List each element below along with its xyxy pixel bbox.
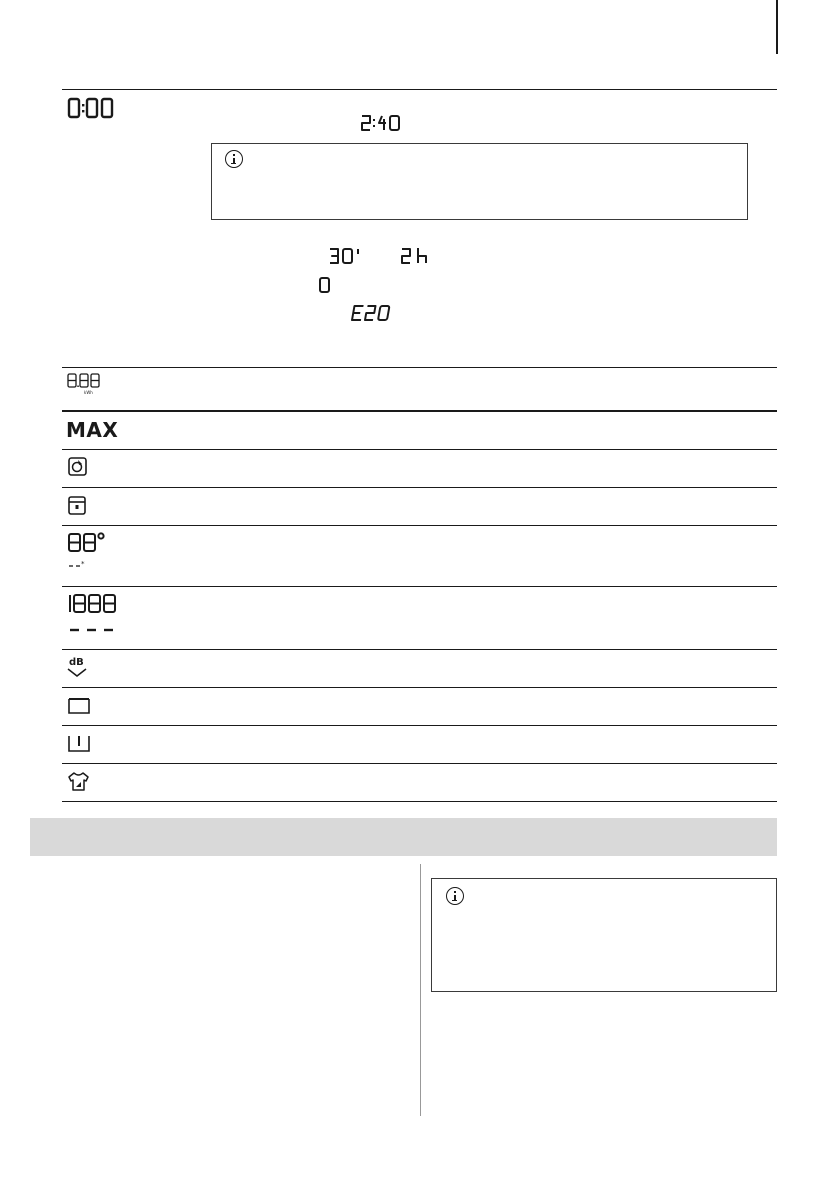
table-row-divider: [62, 367, 777, 368]
lcd-8-88-icon: [67, 372, 103, 396]
eco-indicator-icon: [67, 456, 89, 478]
table-row-divider: [62, 725, 777, 726]
info-icon: [225, 150, 243, 168]
column-separator: [420, 864, 421, 1116]
lcd-value-0: [318, 275, 332, 295]
lcd-value-30-minutes: [328, 246, 368, 266]
table-row-divider: [62, 525, 777, 526]
page-edge-mark: [776, 0, 778, 54]
lcd-value-2-hours: [400, 246, 436, 266]
door-lock-icon: [67, 495, 89, 517]
table-row-divider: [62, 89, 777, 90]
open-tray-icon: [67, 695, 93, 717]
table-row-divider: [62, 687, 777, 688]
table-row-divider: [62, 487, 777, 488]
lcd-clock-0-00-icon: [67, 96, 117, 120]
info-note-box: [211, 143, 748, 220]
svg-text:*: *: [81, 560, 85, 568]
info-note-box: [431, 878, 777, 992]
info-icon: [446, 887, 464, 905]
lcd-value-e20: [350, 303, 396, 323]
table-row-divider: [62, 410, 777, 412]
table-row-divider: [62, 649, 777, 650]
table-bottom-border: [62, 801, 777, 802]
svg-text:dB: dB: [69, 657, 84, 668]
table-row-divider: [62, 586, 777, 587]
shirt-stain-icon: [67, 771, 91, 793]
rinse-tray-icon: [67, 733, 93, 755]
max-icon: MAX: [66, 418, 119, 442]
table-row-divider: [62, 763, 777, 764]
spin-1888-icon: [67, 592, 119, 636]
table-row-divider: [62, 449, 777, 450]
quiet-db-icon: [67, 654, 89, 680]
section-heading-bar: [30, 818, 777, 856]
temperature-88-degree-icon: [67, 531, 111, 573]
svg-text:kWh: kWh: [84, 390, 93, 395]
lcd-value-2-40: [360, 113, 404, 133]
